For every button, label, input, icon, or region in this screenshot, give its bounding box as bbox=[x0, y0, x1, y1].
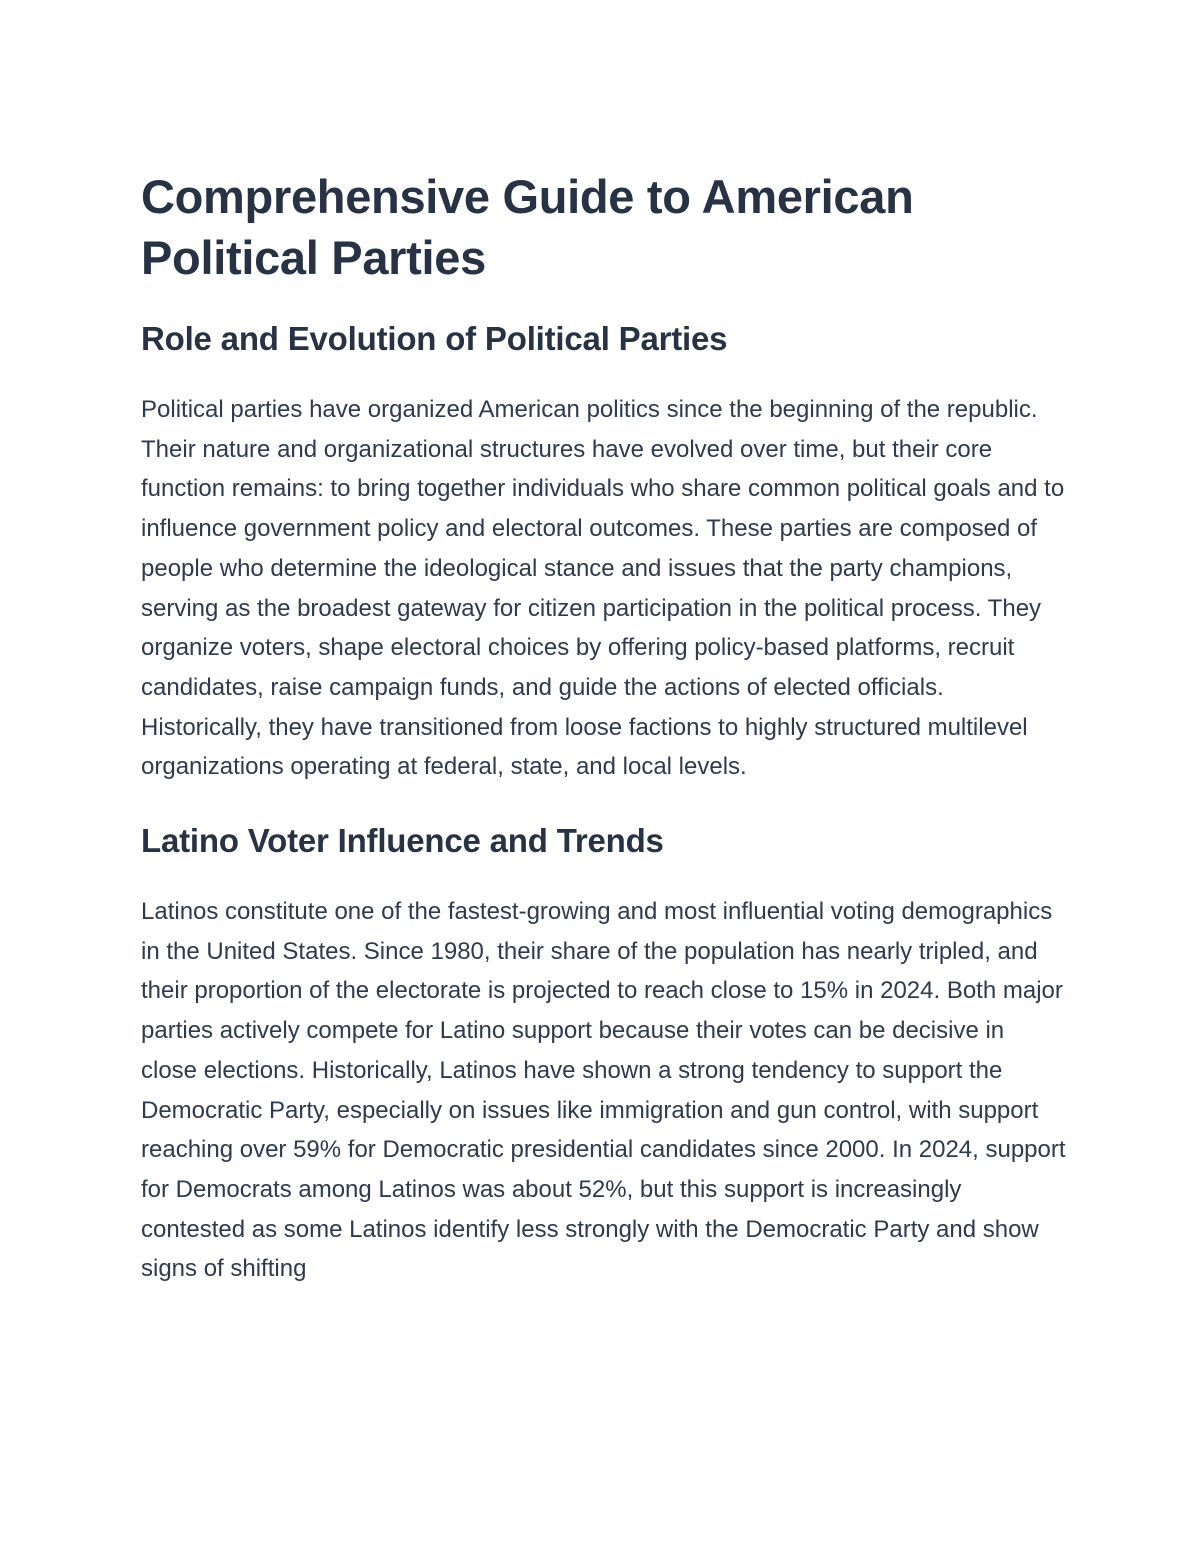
section-heading-role-evolution: Role and Evolution of Political Parties bbox=[141, 320, 728, 357]
section-heading-latino-voters: Latino Voter Influence and Trends bbox=[141, 822, 664, 860]
section-body-latino-voters: Latinos constitute one of the fastest-growing and most influential voting demographics in the United States. Since 1980, their share of the population has nearly tripled, and their proportion of the electorate is projected to reach close to 15% in 2024. Both major parties actively compete for Latino support because their votes can be decisive in close elections. Historically, Latinos have shown a strong tendency to support the Democratic Party, especially on issues like immigration and gun control, with support reaching over 59% for Democratic presidential candidates since 2000. In 2024, support for Democrats among Latinos was about 52%, but this support is increasingly contested as some Latinos identify less strongly with the Democratic Party and show signs of shifting bbox=[141, 898, 1066, 1283]
section-body-role-evolution: Political parties have organized American politics since the beginning of the republic. Their nature and organizational structures have evolved over time, but their core function remains: to bring together individuals who share common political goals and to influence government policy and electoral outcomes. These parties are composed of people who determine the ideological stance and issues that the party champions, serving as the broadest gateway for citizen participation in the political process. They organize voters, shape electoral choices by offering policy-based platforms, recruit candidates, raise campaign funds, and guide the actions of elected officials. Historically, they have transitioned from loose factions to highly structured multilevel organizations operating at federal, state, and local levels. bbox=[141, 396, 1065, 781]
document-content bbox=[141, 166, 1066, 1289]
page-title: Comprehensive Guide to American Political Parties bbox=[141, 170, 914, 284]
